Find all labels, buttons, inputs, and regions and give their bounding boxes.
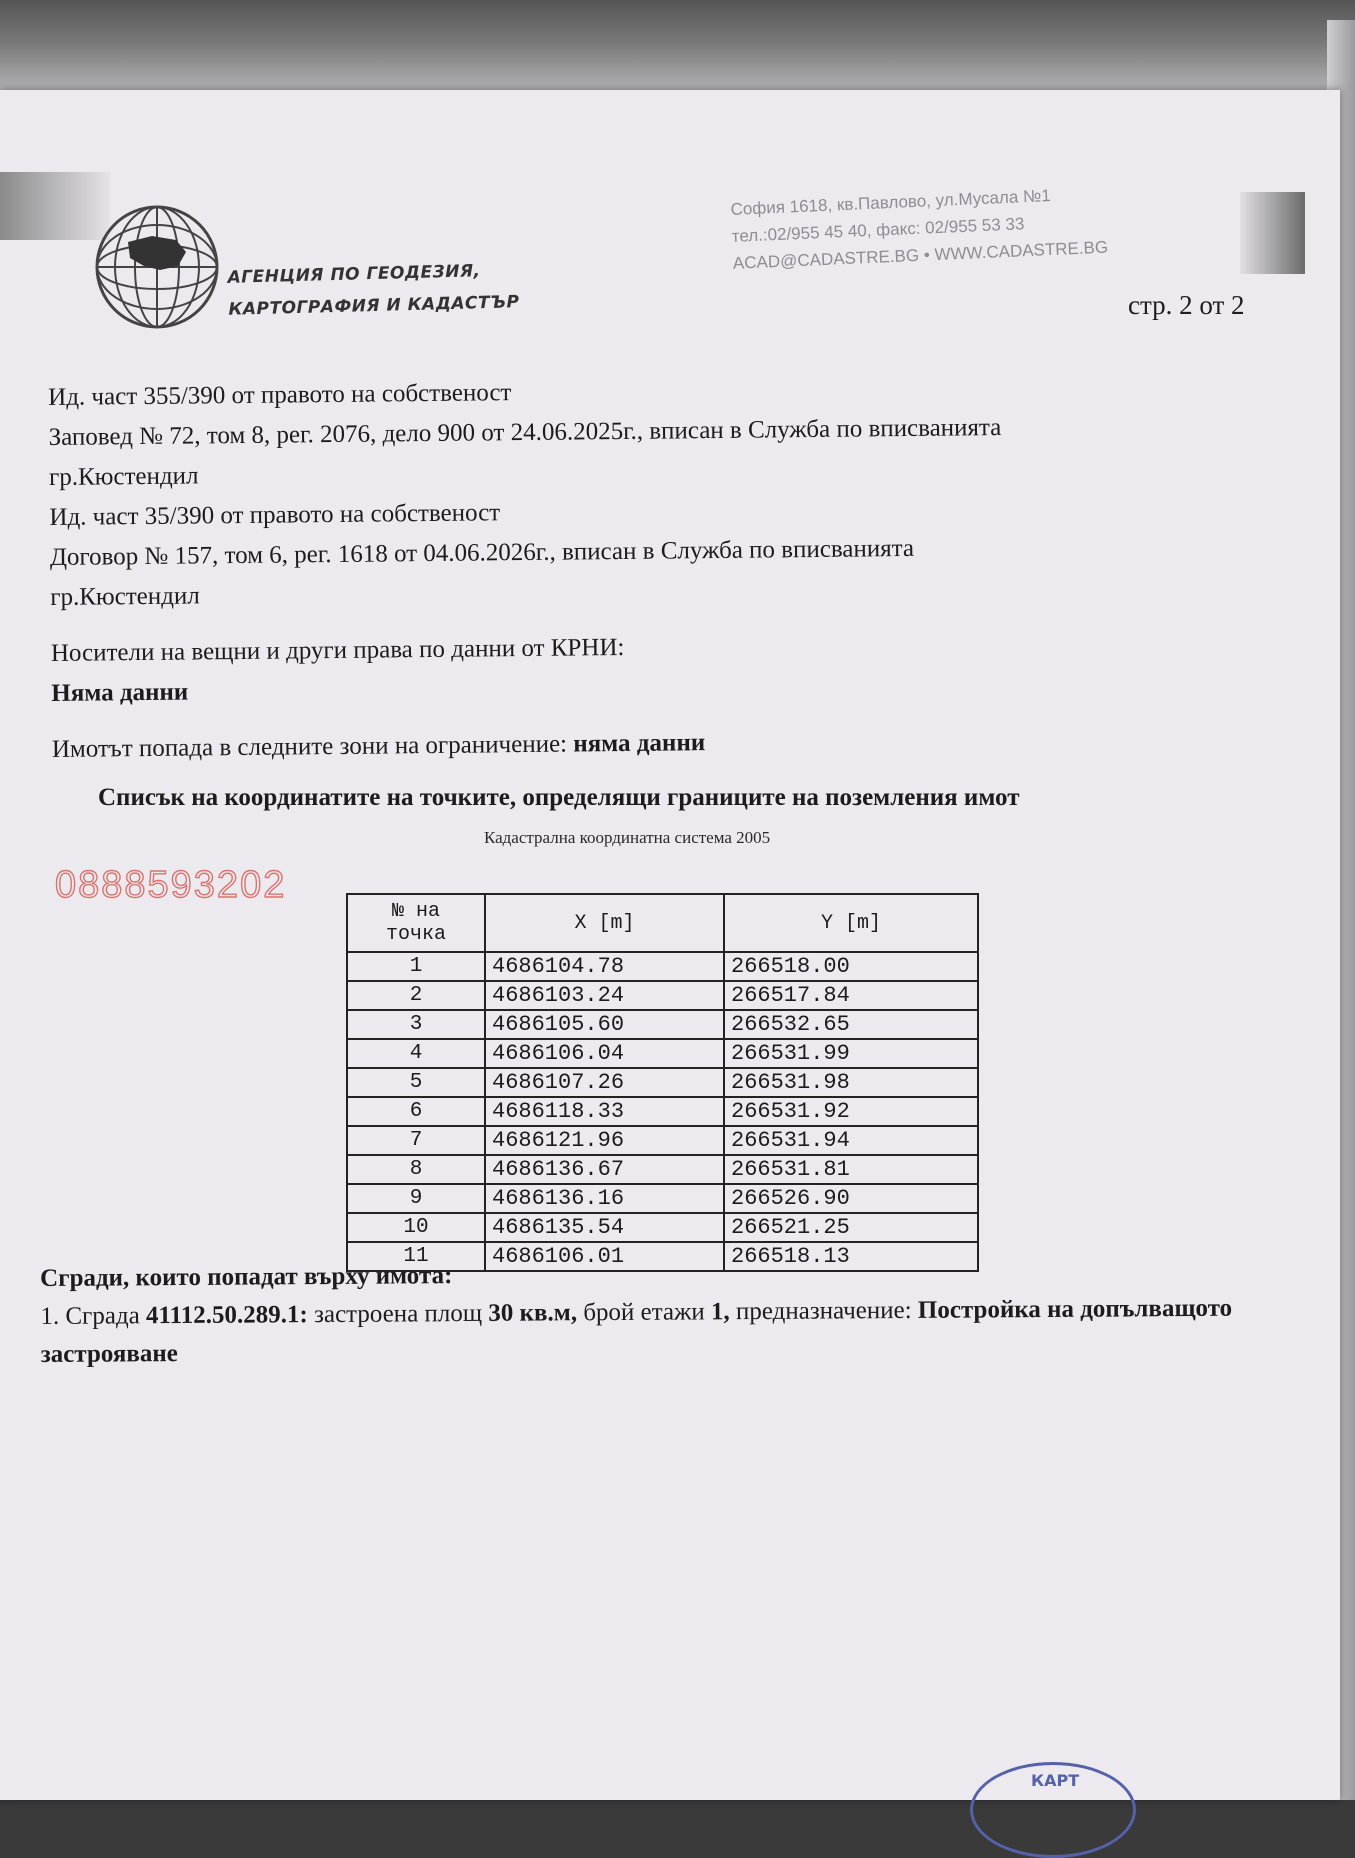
y-coordinate: 266532.65 (724, 1010, 978, 1039)
table-row (347, 1010, 978, 1039)
y-coordinate: 266531.81 (724, 1155, 978, 1184)
table-row (347, 1126, 978, 1155)
agency-name-line2: КАРТОГРАФИЯ И КАДАСТЪР (228, 292, 520, 320)
stamp (970, 1762, 1136, 1858)
agency-name (227, 254, 520, 326)
x-coordinate: 4686136.67 (485, 1155, 724, 1184)
building-prefix: 1. Сграда (40, 1302, 140, 1330)
stamp-text: КАРТ (1031, 1771, 1080, 1790)
globe-logo-icon (90, 200, 225, 335)
x-coordinate: 4686118.33 (485, 1097, 724, 1126)
header-band-right (1240, 192, 1305, 274)
building-item (40, 1289, 1300, 1374)
coords-title: Списък на координатите на точките, определящи границите на поземления имот (98, 784, 1020, 811)
building-purpose-value: Постройка на допълващото застрояване (40, 1294, 1233, 1368)
ownership-1-city: гр.Кюстендил (48, 462, 199, 491)
y-coordinate: 266531.98 (724, 1068, 978, 1097)
ownership-1-doc: Заповед № 72, том 8, рег. 2076, дело 900 от 24.06.2025г., вписан в Служба по вписванията (48, 414, 1002, 451)
krni-value: Няма данни (51, 678, 189, 707)
agency-name-line1: АГЕНЦИЯ ПО ГЕОДЕЗИЯ, (227, 261, 481, 288)
x-coordinate: 4686103.24 (485, 981, 724, 1010)
point-number: 1 (347, 952, 485, 981)
x-coordinate: 4686107.26 (485, 1068, 724, 1097)
y-coordinate: 266531.92 (724, 1097, 978, 1126)
buildings-title: Сгради, които попадат върху имота: (40, 1262, 453, 1292)
point-number: 10 (347, 1213, 485, 1242)
header-y: Y [m] (724, 894, 978, 952)
ownership-section (48, 365, 1262, 770)
y-coordinate: 266518.00 (724, 952, 978, 981)
agency-contacts (730, 180, 1109, 277)
x-coordinate: 4686121.96 (485, 1126, 724, 1155)
coords-header-row (347, 894, 978, 952)
table-row (347, 981, 978, 1010)
point-number: 11 (347, 1242, 485, 1271)
table-row (347, 1184, 978, 1213)
table-row (347, 1097, 978, 1126)
x-coordinate: 4686135.54 (485, 1213, 724, 1242)
ownership-1-share: Ид. част 355/390 от правото на собственост (48, 379, 512, 411)
y-coordinate: 266521.25 (724, 1213, 978, 1242)
y-coordinate: 266531.94 (724, 1126, 978, 1155)
page-number: стр. 2 от 2 (1128, 290, 1245, 320)
x-coordinate: 4686105.60 (485, 1010, 724, 1039)
zones-label: Имотът попада в следните зони на ограничение: (51, 730, 568, 763)
y-coordinate: 266517.84 (724, 981, 978, 1010)
agency-phone-fax: тел.:02/955 45 40, факс: 02/955 53 33 (731, 214, 1025, 246)
table-row (347, 1068, 978, 1097)
coords-system: Кадастрална координатна система 2005 (484, 828, 771, 847)
agency-web: ACAD@CADASTRE.BG • WWW.CADASTRE.BG (732, 237, 1109, 273)
krni-label: Носители на вещни и други права по данни от КРНИ: (50, 633, 625, 667)
point-number: 6 (347, 1097, 485, 1126)
y-coordinate: 266531.99 (724, 1039, 978, 1068)
point-number: 2 (347, 981, 485, 1010)
table-row (347, 1039, 978, 1068)
agency-address: София 1618, кв.Павлово, ул.Мусала №1 (730, 186, 1052, 219)
zones-value: няма данни (573, 729, 706, 758)
x-coordinate: 4686106.04 (485, 1039, 724, 1068)
building-floors-value: 1, (710, 1298, 730, 1326)
building-floors-label: брой етажи (583, 1298, 705, 1327)
overlay-phone-number: 0888593202 (55, 864, 287, 906)
table-row (347, 952, 978, 981)
ownership-2-city: гр.Кюстендил (50, 582, 200, 611)
buildings-section (40, 1251, 1301, 1374)
point-number: 5 (347, 1068, 485, 1097)
header-point-line2: точка (385, 923, 446, 946)
x-coordinate: 4686106.01 (485, 1242, 724, 1271)
table-row (347, 1213, 978, 1242)
x-coordinate: 4686104.78 (485, 952, 724, 981)
point-number: 3 (347, 1010, 485, 1039)
y-coordinate: 266518.13 (724, 1242, 978, 1271)
building-area-label: застроена площ (313, 1299, 483, 1329)
header-point-line1: № на (391, 900, 440, 923)
point-number: 7 (347, 1126, 485, 1155)
coords-table (346, 893, 979, 1272)
point-number: 9 (347, 1184, 485, 1213)
header-point (347, 894, 485, 952)
header-x: X [m] (485, 894, 724, 952)
building-id: 41112.50.289.1: (145, 1301, 308, 1330)
ownership-2-share: Ид. част 35/390 от правото на собственост (49, 499, 501, 531)
point-number: 4 (347, 1039, 485, 1068)
building-purpose-label: предназначение: (735, 1296, 912, 1326)
point-number: 8 (347, 1155, 485, 1184)
building-area-value: 30 кв.м, (488, 1299, 578, 1327)
y-coordinate: 266526.90 (724, 1184, 978, 1213)
x-coordinate: 4686136.16 (485, 1184, 724, 1213)
table-row (347, 1155, 978, 1184)
ownership-2-doc: Договор № 157, том 6, рег. 1618 от 04.06.2026г., вписан в Служба по вписванията (49, 534, 915, 571)
